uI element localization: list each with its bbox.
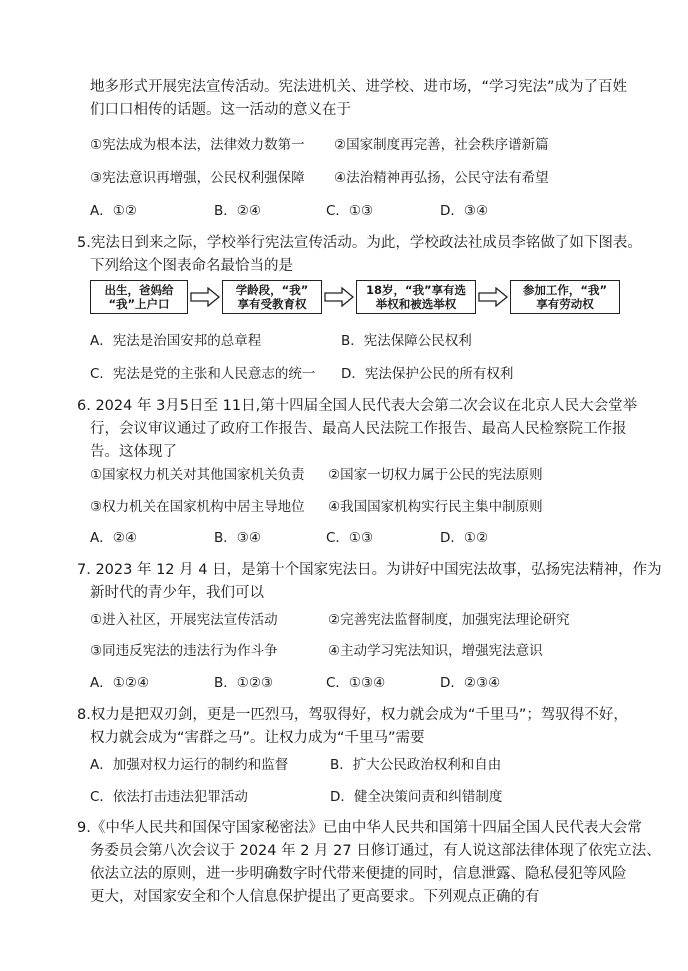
q5-stem-line: 5.宪法日到来之际，学校举行宪法宣传活动。为此，学校政法社成员李铭做了如下图表。 bbox=[77, 235, 642, 251]
q6-statement-4: ④我国国家机构实行民主集中制原则 bbox=[328, 499, 543, 515]
q5-flow-chart bbox=[90, 280, 630, 314]
q8-stem-line: 权力就会成为“害群之马”。让权力成为“千里马”需要 bbox=[90, 730, 425, 746]
q8-option-c[interactable]: C．依法打击违法犯罪活动 bbox=[90, 789, 248, 805]
q9-stem-line: 依法立法的原则，进一步明确数字时代带来便捷的同时，信息泄露、隐私侵犯等风险 bbox=[90, 866, 627, 882]
q6-option-c[interactable]: C．①③ bbox=[326, 530, 374, 546]
q4-statement-2: ②国家制度再完善，社会秩序谱新篇 bbox=[334, 137, 549, 153]
q8-option-a[interactable]: A．加强对权力运行的制约和监督 bbox=[90, 757, 289, 773]
flow-arrow-icon bbox=[324, 287, 354, 307]
q5-option-b[interactable]: B．宪法保障公民权利 bbox=[341, 333, 472, 349]
q6-stem-line: 6. 2024 年 3月5日至 11日,第十四届全国人民代表大会第二次会议在北京人民大会堂举 bbox=[77, 398, 638, 414]
q4-stem-line: 地多形式开展宪法宣传活动。宪法进机关、进学校、进市场，“学习宪法”成为了百姓 bbox=[90, 79, 628, 95]
q9-stem-line: 更大，对国家安全和个人信息保护提出了更高要求。下列观点正确的有 bbox=[90, 889, 540, 905]
q6-option-d[interactable]: D．①② bbox=[440, 530, 489, 546]
flow-step-birth: 出生，爸妈给 “我”上户口 bbox=[90, 280, 188, 314]
q4-statement-4: ④法治精神再弘扬，公民守法有希望 bbox=[334, 170, 549, 186]
q7-stem-line: 7. 2023 年 12 月 4 日，是第十个国家宪法日。为讲好中国宪法故事，弘扬宪法精神，作为 bbox=[77, 562, 662, 578]
q7-statement-2: ②完善宪法监督制度，加强宪法理论研究 bbox=[328, 612, 570, 628]
q6-statement-3: ③权力机关在国家机构中居主导地位 bbox=[90, 499, 305, 515]
q4-option-c[interactable]: C．①③ bbox=[326, 203, 374, 219]
q5-option-c[interactable]: C．宪法是党的主张和人民意志的统一 bbox=[90, 366, 316, 382]
q6-option-b[interactable]: B．③④ bbox=[214, 530, 261, 546]
q5-stem-line: 下列给这个图表命名最恰当的是 bbox=[90, 258, 293, 274]
q5-option-a[interactable]: A．宪法是治国安邦的总章程 bbox=[90, 333, 262, 349]
flow-step-work: 参加工作，“我” 享有劳动权 bbox=[510, 280, 620, 314]
q4-option-a[interactable]: A．①② bbox=[90, 203, 137, 219]
q4-stem-line: 们口口相传的话题。这一活动的意义在于 bbox=[90, 102, 351, 118]
q4-option-b[interactable]: B．②④ bbox=[214, 203, 261, 219]
q7-option-b[interactable]: B．①②③ bbox=[214, 675, 274, 691]
q6-statement-2: ②国家一切权力属于公民的宪法原则 bbox=[328, 467, 543, 483]
q7-statement-4: ④主动学习宪法知识，增强宪法意识 bbox=[328, 643, 543, 659]
flow-step-school: 学龄段，“我” 享有受教育权 bbox=[222, 280, 322, 314]
q5-option-d[interactable]: D．宪法保护公民的所有权利 bbox=[341, 366, 514, 382]
flow-arrow-icon bbox=[478, 287, 508, 307]
q6-statement-1: ①国家权力机关对其他国家机关负责 bbox=[90, 467, 305, 483]
q9-stem-line: 务委员会第八次会议于 2024 年 2 月 27 日修订通过，有人说这部法律体现了依宪立法、 bbox=[90, 843, 661, 859]
q9-stem-line: 9.《中华人民共和国保守国家秘密法》已由中华人民共和国第十四届全国人民代表大会常 bbox=[77, 820, 642, 836]
q4-option-d[interactable]: D．③④ bbox=[440, 203, 489, 219]
q8-option-b[interactable]: B．扩大公民政治权利和自由 bbox=[330, 757, 502, 773]
q8-option-d[interactable]: D．健全决策问责和纠错制度 bbox=[330, 789, 503, 805]
q6-stem-line: 行，会议审议通过了政府工作报告、最高人民法院工作报告、最高人民检察院工作报 bbox=[90, 421, 627, 437]
q6-option-a[interactable]: A．②④ bbox=[90, 530, 137, 546]
q7-stem-line: 新时代的青少年，我们可以 bbox=[90, 585, 264, 601]
q4-statement-1: ①宪法成为根本法，法律效力数第一 bbox=[90, 137, 305, 153]
q7-option-d[interactable]: D．②③④ bbox=[440, 675, 501, 691]
q4-statement-3: ③宪法意识再增强，公民权利强保障 bbox=[90, 170, 305, 186]
q7-option-a[interactable]: A．①②④ bbox=[90, 675, 150, 691]
q8-stem-line: 8.权力是把双刃剑，更是一匹烈马，驾驭得好，权力就会成为“千里马”；驾驭得不好， bbox=[77, 707, 628, 723]
q6-stem-line: 告。这体现了 bbox=[90, 444, 177, 460]
flow-step-election: 18岁，“我”享有选 举权和被选举权 bbox=[356, 280, 476, 314]
q7-statement-3: ③同违反宪法的违法行为作斗争 bbox=[90, 643, 278, 659]
flow-arrow-icon bbox=[190, 287, 220, 307]
q7-option-c[interactable]: C．①③④ bbox=[326, 675, 386, 691]
q7-statement-1: ①进入社区，开展宪法宣传活动 bbox=[90, 612, 278, 628]
